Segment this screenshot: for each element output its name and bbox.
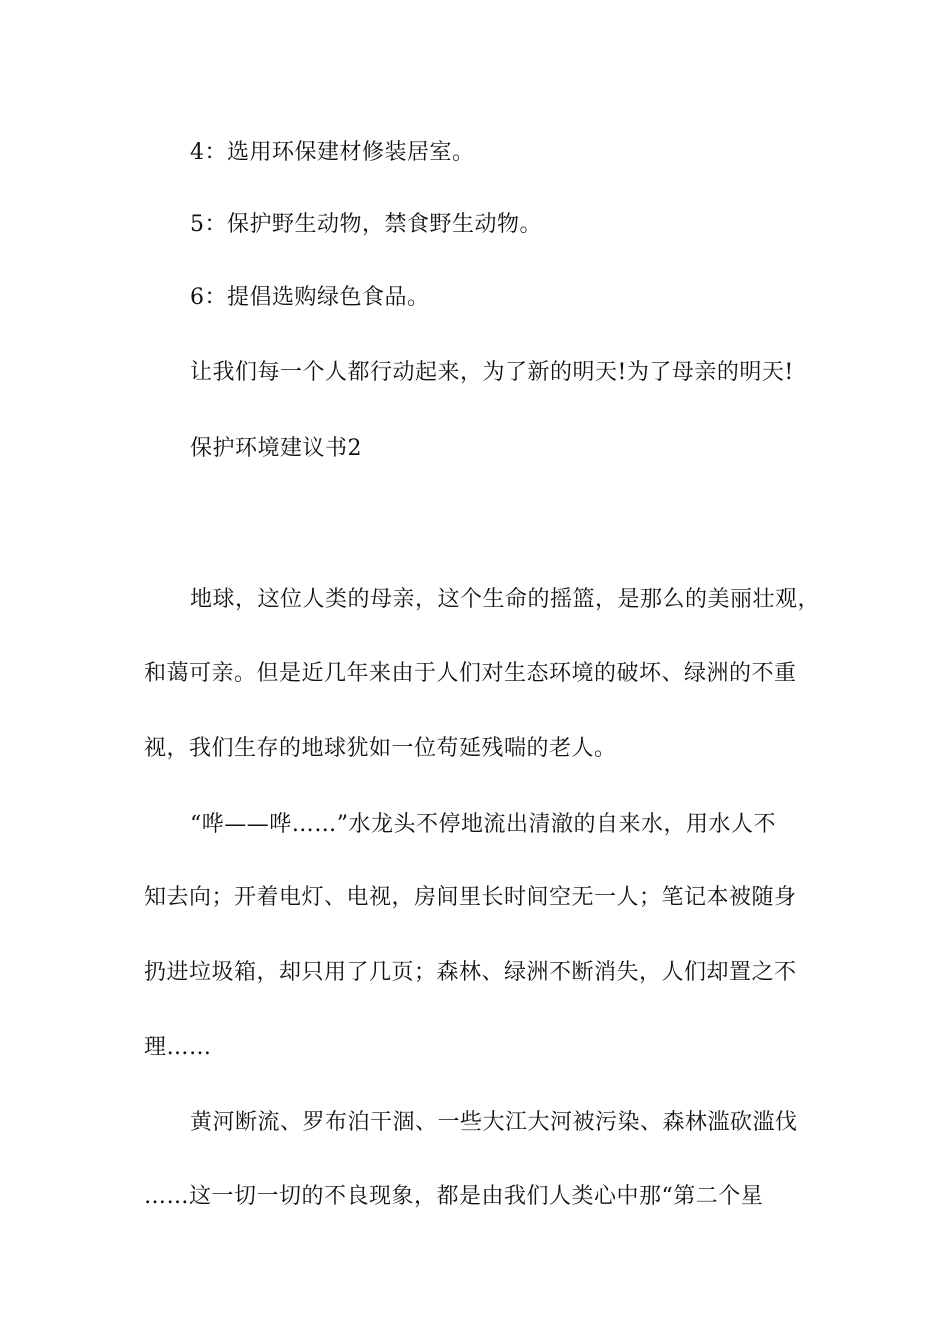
list-item: 5：保护野生动物，禁食野生动物。: [190, 212, 542, 237]
paragraph-line: 视，我们生存的地球犹如一位苟延残喘的老人。: [144, 736, 617, 761]
paragraph-line: 黄河断流、罗布泊干涸、一些大江大河被污染、森林滥砍滥伐: [190, 1110, 798, 1135]
call-to-action: 让我们每一个人都行动起来，为了新的明天!为了母亲的明天!: [190, 360, 794, 385]
paragraph-line: 扔进垃圾箱，却只用了几页；森林、绿洲不断消失，人们却置之不: [144, 960, 797, 985]
list-item: 4：选用环保建材修装居室。: [190, 140, 475, 165]
paragraph-line: 知去向；开着电灯、电视，房间里长时间空无一人；笔记本被随身: [144, 885, 797, 910]
paragraph-line: ……这一切一切的不良现象，都是由我们人类心中那“第二个星: [144, 1184, 764, 1209]
section-title: 保护环境建议书2: [190, 436, 362, 461]
paragraph-line: 地球，这位人类的母亲，这个生命的摇篮，是那么的美丽壮观，: [190, 587, 821, 612]
list-item: 6：提倡选购绿色食品。: [190, 285, 430, 310]
paragraph-line: 和蔼可亲。但是近几年来由于人们对生态环境的破坏、绿洲的不重: [144, 661, 797, 686]
paragraph-line: 理……: [144, 1035, 212, 1060]
paragraph-line: “哗——哗……”水龙头不停地流出清澈的自来水，用水人不: [190, 812, 776, 837]
